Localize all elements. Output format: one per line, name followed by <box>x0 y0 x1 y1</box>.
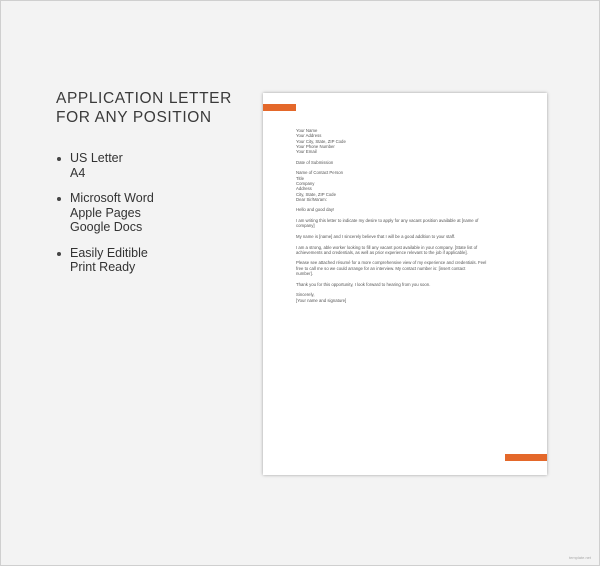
sender-line: Your Address <box>296 133 322 139</box>
recipient-line: Address <box>296 186 312 192</box>
letter-preview-page <box>263 93 547 475</box>
paragraph <box>296 218 516 229</box>
paragraph-line: number]. <box>296 271 313 277</box>
paragraph-line: I am writing this letter to indicate my desire to apply for any vacant position available at [name of <box>296 218 479 224</box>
greeting-line: Hello and good day! <box>296 207 335 213</box>
recipient-line: Dear Sir/Ma'am: <box>296 196 327 202</box>
closing-line: Sincerely, <box>296 292 315 298</box>
sender-line: Your Phone Number <box>296 143 335 149</box>
closing-line: [Your name and signature] <box>296 297 347 303</box>
accent-bar-top <box>263 104 296 111</box>
paragraph <box>296 245 516 256</box>
feature-list <box>56 151 246 286</box>
date-line: Date of Submission <box>296 159 334 165</box>
paragraph-line: achievements and credentials, as well as prior experience relevant to the job if applicable]. <box>296 249 468 255</box>
sender-line: Your Name <box>296 128 318 133</box>
paragraph-line: free to call me so we could arrange for an interview. My contact number is: [insert contact <box>296 265 466 271</box>
paragraph-line: Please see attached résumé for a more comprehensive view of my experience and credentials. Feel <box>296 260 487 266</box>
bullet-icon <box>57 197 61 201</box>
paragraph <box>296 282 516 287</box>
feature-item: Microsoft Word <box>70 191 154 205</box>
recipient-line: Title <box>296 175 304 181</box>
feature-item: Print Ready <box>70 260 136 274</box>
bullet-icon <box>57 252 61 256</box>
sender-block <box>296 128 516 154</box>
recipient-block <box>296 170 516 202</box>
sender-line: Your Email <box>296 149 317 155</box>
feature-item: Easily Editible <box>70 245 148 260</box>
feature-group-editing <box>56 246 246 275</box>
paragraph-line: My name is [name] and I sincerely believe that I will be a good addition to your staff. <box>296 233 456 239</box>
paragraph-line: Thank you for this opportunity, I look forward to hearing from you soon. <box>296 281 431 287</box>
letter-body <box>296 128 516 308</box>
feature-item: Google Docs <box>70 220 143 234</box>
recipient-line: Name of Contact Person <box>296 170 344 176</box>
title-line-1: APPLICATION LETTER <box>56 90 232 107</box>
date-block <box>296 160 516 165</box>
paragraph <box>296 234 516 239</box>
paragraph <box>296 260 516 276</box>
feature-item: Apple Pages <box>70 205 141 220</box>
feature-item: A4 <box>70 165 86 180</box>
paragraph-line: company] <box>296 223 315 229</box>
paragraph-line: I am a strong, able worker looking to fill any vacant post available in your company. [State list of <box>296 244 478 250</box>
feature-group-paper-size <box>56 151 246 180</box>
accent-bar-bottom <box>505 454 547 461</box>
feature-item: US Letter <box>70 151 123 165</box>
closing-block <box>296 292 516 303</box>
recipient-line: Company <box>296 180 315 186</box>
watermark: template.net <box>568 555 591 560</box>
bullet-icon <box>57 157 61 161</box>
title-line-2: FOR ANY POSITION <box>56 109 212 126</box>
recipient-line: City, State, ZIP Code <box>296 191 336 197</box>
page-title <box>56 89 256 127</box>
sender-line: Your City, State, ZIP Code <box>296 138 346 144</box>
greeting-block <box>296 207 516 212</box>
feature-group-file-formats <box>56 191 246 235</box>
